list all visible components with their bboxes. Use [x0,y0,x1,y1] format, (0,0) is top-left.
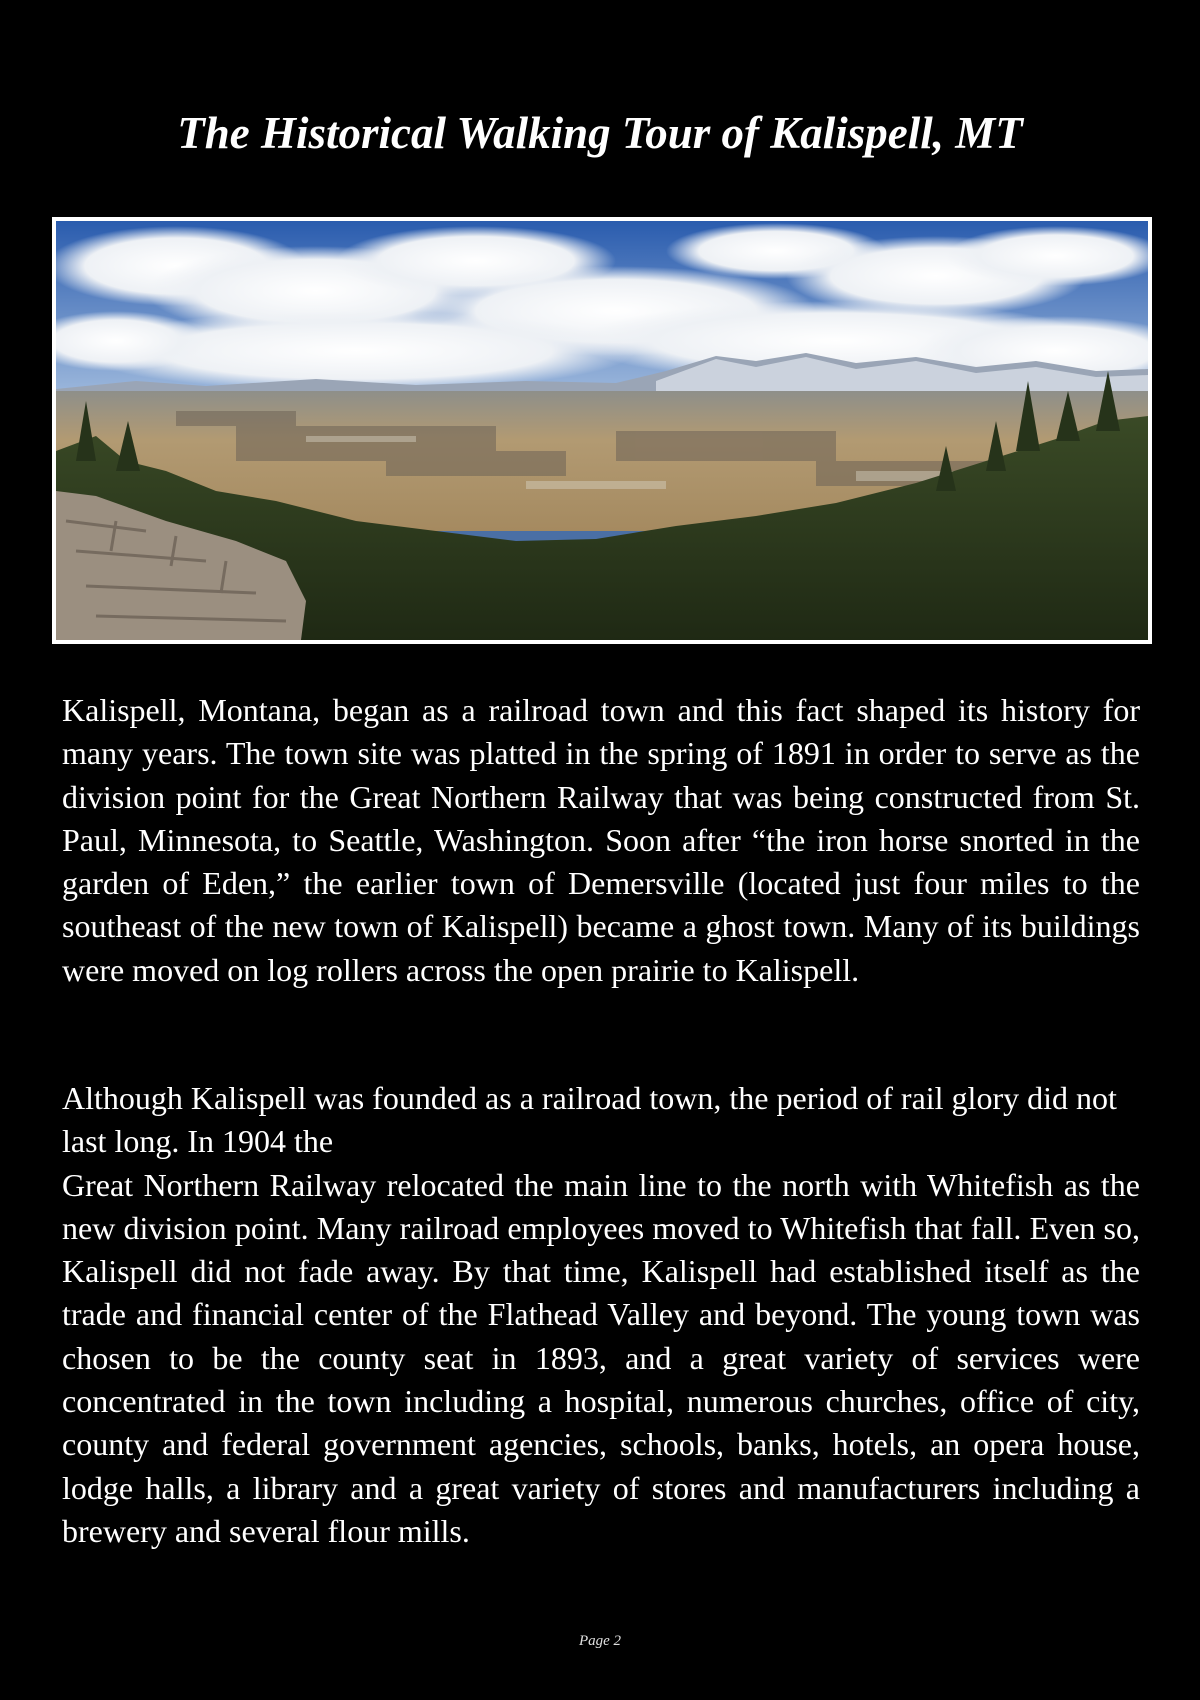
body-paragraph-2-lead: Although Kalispell was founded as a railroad town, the period of rail glory did not last long. In 1904 the [62,1080,1117,1160]
panorama-image [56,221,1148,640]
panorama-photo [52,217,1152,644]
body-paragraph-2-text: Great Northern Railway relocated the main line to the north with Whitefish as the new division point. Many railroad employees moved to Whitefish that fall. Even so, Kalispell did not fade away. By that time, Kalispell had established itself as the trade and financial center of the Flathead Valley and beyond. The young town was chosen to be the county seat in 1893, and a great variety of services were concentrated in the town including a hospital, numerous churches, office of city, county and federal government agencies, schools, banks, hotels, an opera house, lodge halls, a library and a great variety of stores and manufacturers including a brewery and several flour mills. [62,1166,1140,1549]
body-paragraph-1: Kalispell, Montana, began as a railroad town and this fact shaped its history for many years. The town site was platted in the spring of 1891 in order to serve as the division point for the Great Northern Railway that was being constructed from St. Paul, Minnesota, to Seattle, Washington. Soon after “the iron horse snorted in the garden of Eden,” the earlier town of Demersville (located just four miles to the southeast of the new town of Kalispell) became a ghost town. Many of its buildings were moved on log rollers across the open prairie to Kalispell. [62,692,1140,988]
body-paragraph-2 [62,1077,1140,1553]
page-number: Page 2 [578,1633,622,1649]
page-title: The Historical Walking Tour of Kalispell, MT [177,108,1023,158]
